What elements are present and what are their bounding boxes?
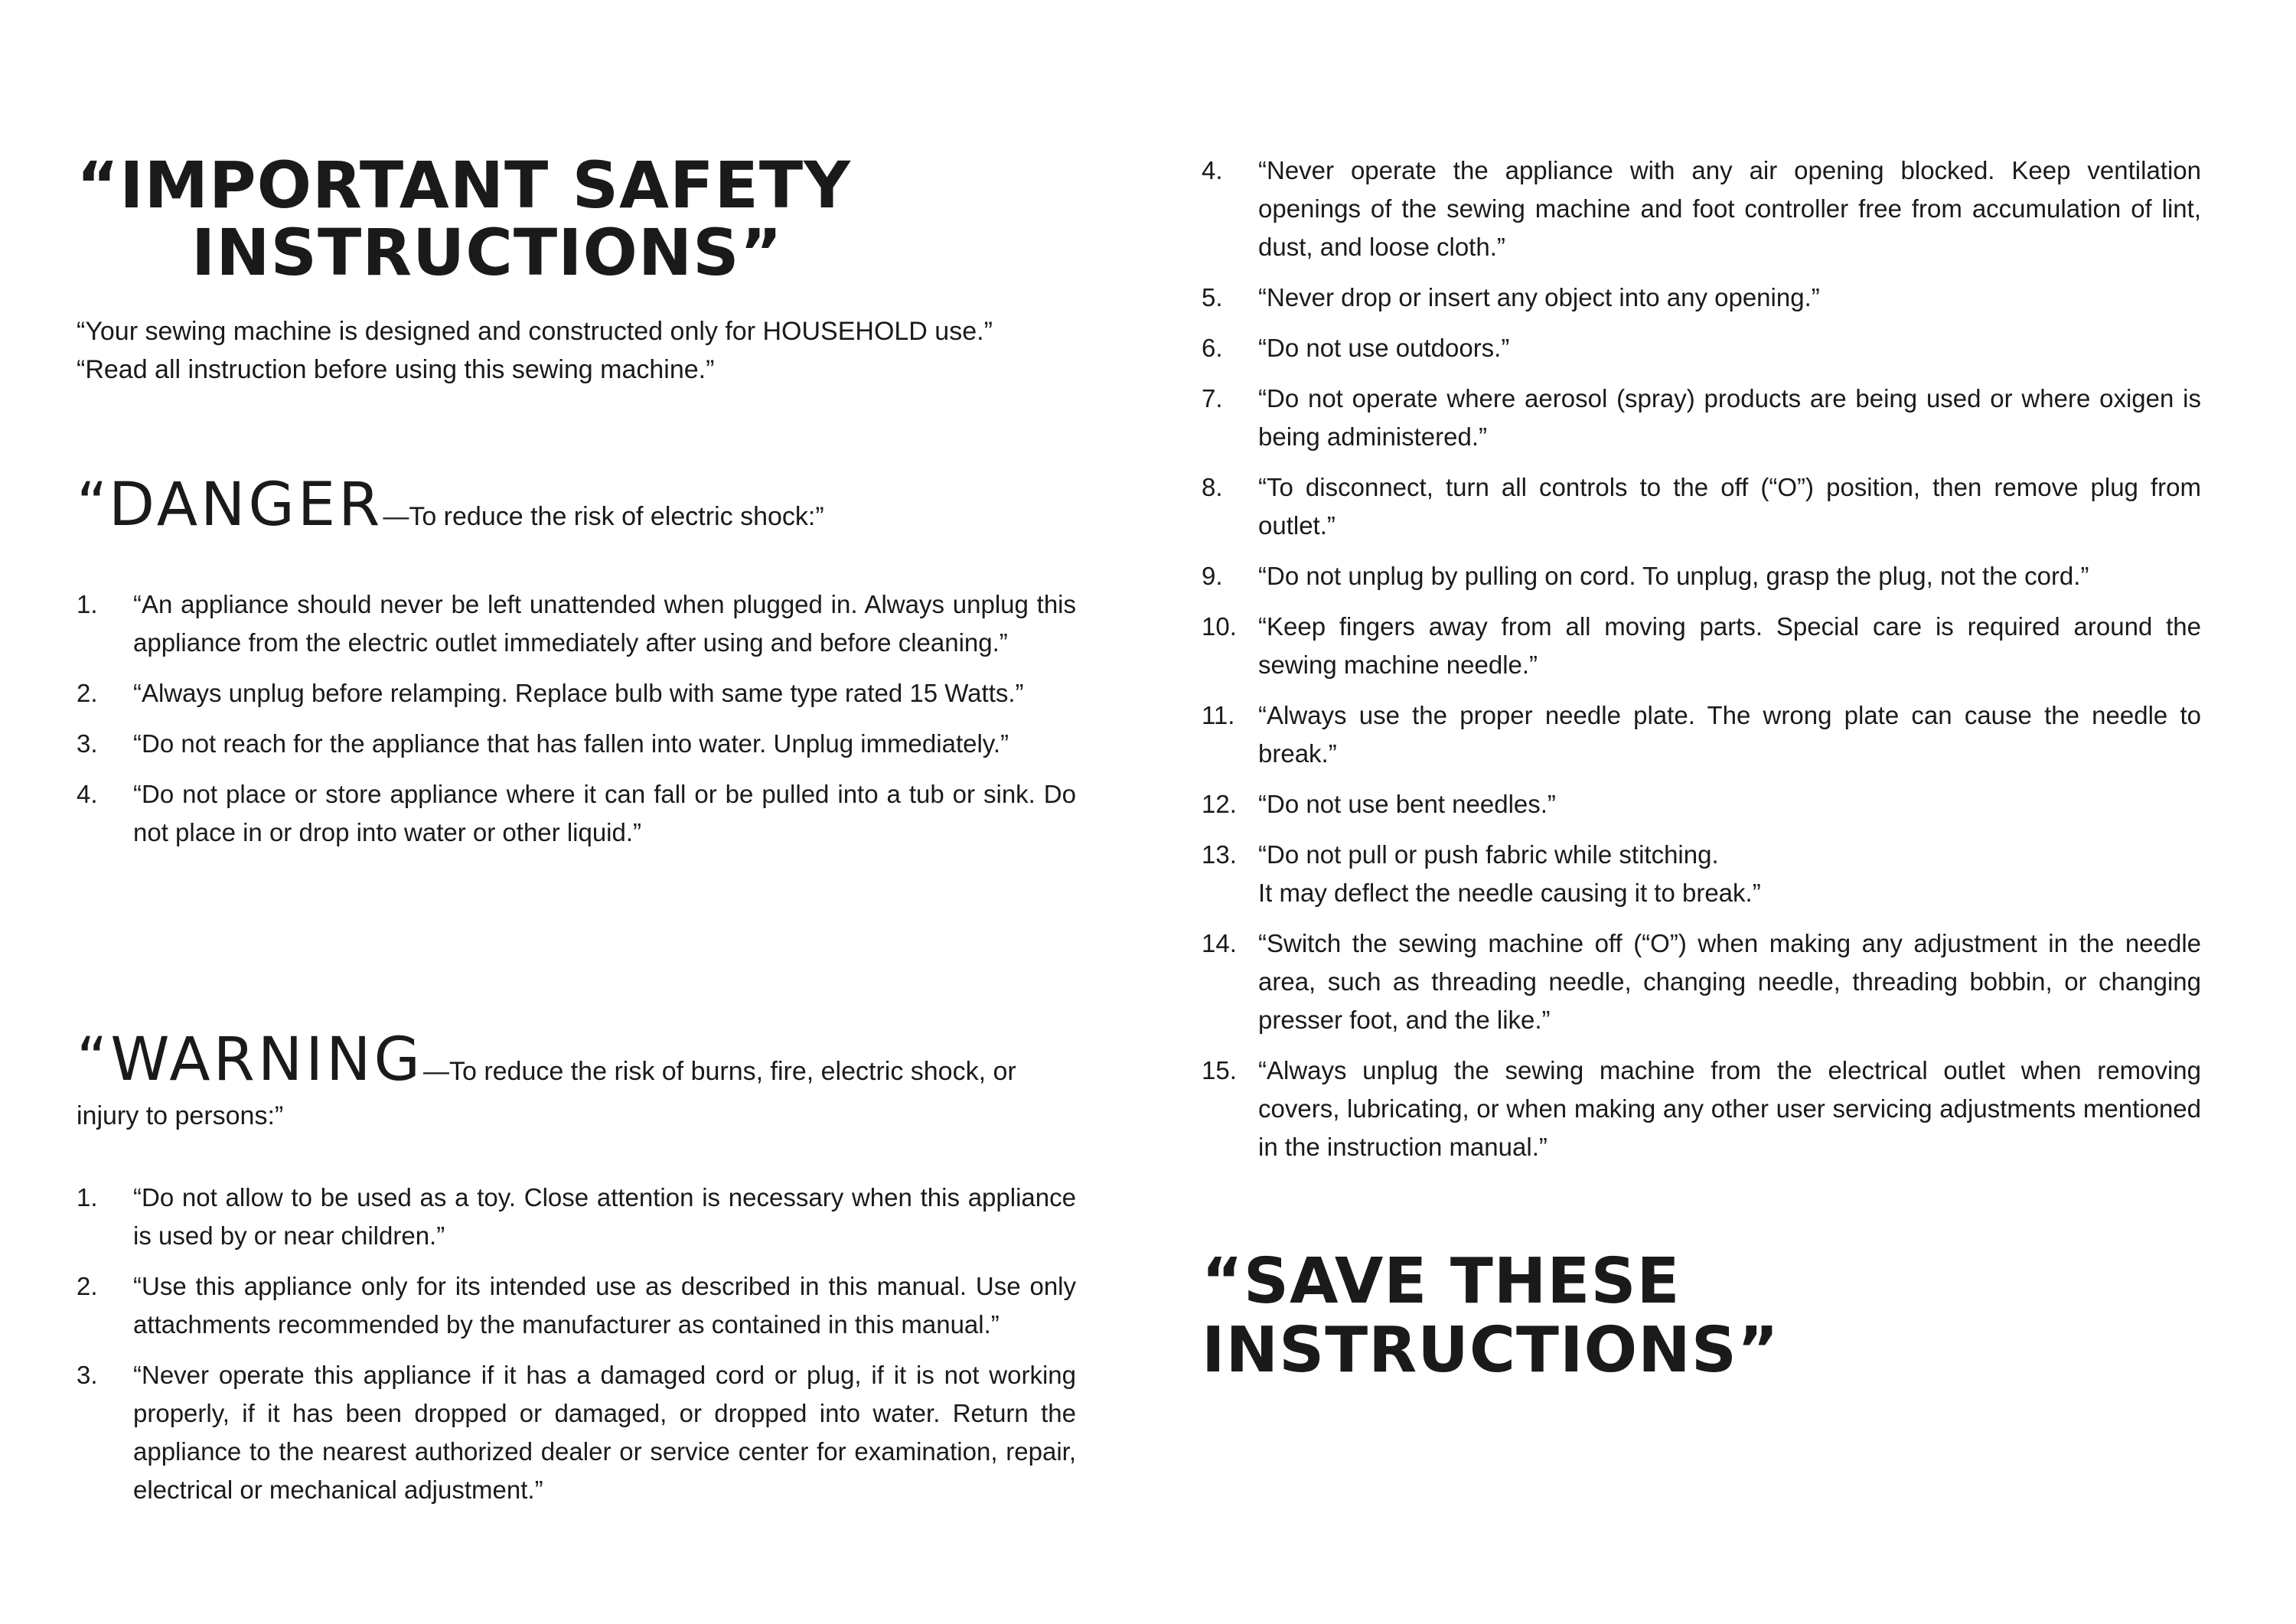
- item-number: 1.: [77, 1183, 98, 1211]
- left-page: [77, 0, 1076, 1624]
- item-text: “Do not unplug by pulling on cord. To unplug, grasp the plug, not the cord.”: [1258, 562, 2089, 590]
- list-item: [1202, 1052, 2201, 1166]
- item-text: “Do not reach for the appliance that has fallen into water. Unplug immediately.”: [133, 729, 1009, 758]
- item-text: “Do not allow to be used as a toy. Close attention is necessary when this appliance is used by or near children.”: [133, 1183, 1076, 1250]
- list-item: [1202, 925, 2201, 1039]
- item-number: 7.: [1202, 384, 1223, 413]
- list-item: [1202, 468, 2201, 545]
- item-number: 4.: [1202, 156, 1223, 184]
- item-number: 4.: [77, 780, 98, 808]
- list-item: [1202, 836, 2201, 912]
- list-item: [77, 674, 1076, 713]
- item-text: “Always unplug the sewing machine from the electrical outlet when removing covers, lubricating, or when making any other user servicing adjustments mentioned in the instruction manual.”: [1258, 1056, 2201, 1161]
- item-number: 5.: [1202, 283, 1223, 311]
- intro-read-all: “Read all instruction before using this sewing machine.”: [77, 355, 715, 384]
- item-number: 9.: [1202, 562, 1223, 590]
- warning-heading: [77, 1026, 1076, 1138]
- item-text: “Do not use outdoors.”: [1258, 334, 1510, 362]
- item-number: 1.: [77, 590, 98, 618]
- intro-household: “Your sewing machine is designed and constructed only for HOUSEHOLD use.”: [77, 317, 993, 346]
- item-number: 10.: [1202, 612, 1237, 641]
- warning-list-right: [1202, 152, 2201, 1179]
- item-number: 11.: [1202, 701, 1235, 729]
- list-item: [1202, 279, 2201, 317]
- list-item: [1202, 380, 2201, 456]
- list-item: [1202, 608, 2201, 684]
- danger-subtitle: —To reduce the risk of electric shock:”: [383, 502, 824, 531]
- item-text: “Do not operate where aerosol (spray) products are being used or where oxigen is being administered.”: [1258, 384, 2201, 451]
- item-text: “To disconnect, turn all controls to the off (“O”) position, then remove plug from outlet.”: [1258, 473, 2201, 540]
- item-text: “Use this appliance only for its intended use as described in this manual. Use only attachments recommended by the manufacturer as contained in this manual.”: [133, 1272, 1076, 1339]
- right-page: [1202, 0, 2219, 1624]
- item-number: 13.: [1202, 840, 1237, 869]
- list-item: [77, 725, 1076, 763]
- item-text: “Never operate the appliance with any air opening blocked. Keep ventilation openings of the sewing machine and foot controller free from accumulation of lint, dust, and loose cloth.”: [1258, 156, 2201, 261]
- title-line-1: “IMPORTANT SAFETY: [77, 148, 851, 223]
- item-number: 3.: [77, 729, 98, 758]
- list-item: [77, 1356, 1076, 1509]
- warning-list-left: [77, 1179, 1076, 1521]
- item-text: “Switch the sewing machine off (“O”) when making any adjustment in the needle area, such as threading needle, changing needle, threading bobbin, or changing presser foot, and the like.”: [1258, 929, 2201, 1034]
- list-item: [1202, 152, 2201, 266]
- page-title: [77, 148, 995, 290]
- list-item: [77, 775, 1076, 852]
- list-item: [1202, 329, 2201, 367]
- list-item: [1202, 557, 2201, 595]
- save-instructions-heading: “SAVE THESE INSTRUCTIONS”: [1202, 1245, 1779, 1387]
- danger-list: [77, 585, 1076, 864]
- item-text: “Do not place or store appliance where it can fall or be pulled into a tub or sink. Do not place in or drop into water or other liquid.”: [133, 780, 1076, 846]
- item-number: 2.: [77, 1272, 98, 1300]
- list-item: [77, 1267, 1076, 1344]
- item-number: 2.: [77, 679, 98, 707]
- item-text-line-2: It may deflect the needle causing it to break.”: [1258, 879, 1761, 907]
- title-line-2: INSTRUCTIONS”: [191, 215, 783, 290]
- item-number: 6.: [1202, 334, 1223, 362]
- item-text: “Never operate this appliance if it has a damaged cord or plug, if it is not working properly, if it has been dropped or damaged, or dropped into water. Return the appliance to the nearest authorized dealer or service center for examination, repair, electrical or mechanical adjustment.”: [133, 1361, 1076, 1504]
- item-number: 14.: [1202, 929, 1237, 957]
- list-item: [77, 585, 1076, 662]
- item-text: “An appliance should never be left unattended when plugged in. Always unplug this appliance from the electric outlet immediately after using and before cleaning.”: [133, 590, 1076, 657]
- warning-subtitle: —To reduce the risk of burns, fire, electric shock, or injury to persons:”: [77, 1057, 1016, 1130]
- list-item: [1202, 696, 2201, 773]
- item-text: “Always use the proper needle plate. The wrong plate can cause the needle to break.”: [1258, 701, 2201, 768]
- danger-heading: [77, 471, 1076, 540]
- item-text: “Always unplug before relamping. Replace bulb with same type rated 15 Watts.”: [133, 679, 1024, 707]
- item-text: “Keep fingers away from all moving parts. Special care is required around the sewing machine needle.”: [1258, 612, 2201, 679]
- item-number: 15.: [1202, 1056, 1237, 1084]
- warning-title: “WARNING: [77, 1026, 423, 1094]
- item-number: 3.: [77, 1361, 98, 1389]
- list-item: [1202, 785, 2201, 823]
- danger-title: “DANGER: [77, 471, 383, 540]
- item-text: “Do not pull or push fabric while stitching.: [1258, 840, 1719, 869]
- item-text: “Never drop or insert any object into any opening.”: [1258, 283, 1820, 311]
- item-number: 12.: [1202, 790, 1237, 818]
- list-item: [77, 1179, 1076, 1255]
- item-text: “Do not use bent needles.”: [1258, 790, 1556, 818]
- item-number: 8.: [1202, 473, 1223, 501]
- intro: [77, 312, 1076, 389]
